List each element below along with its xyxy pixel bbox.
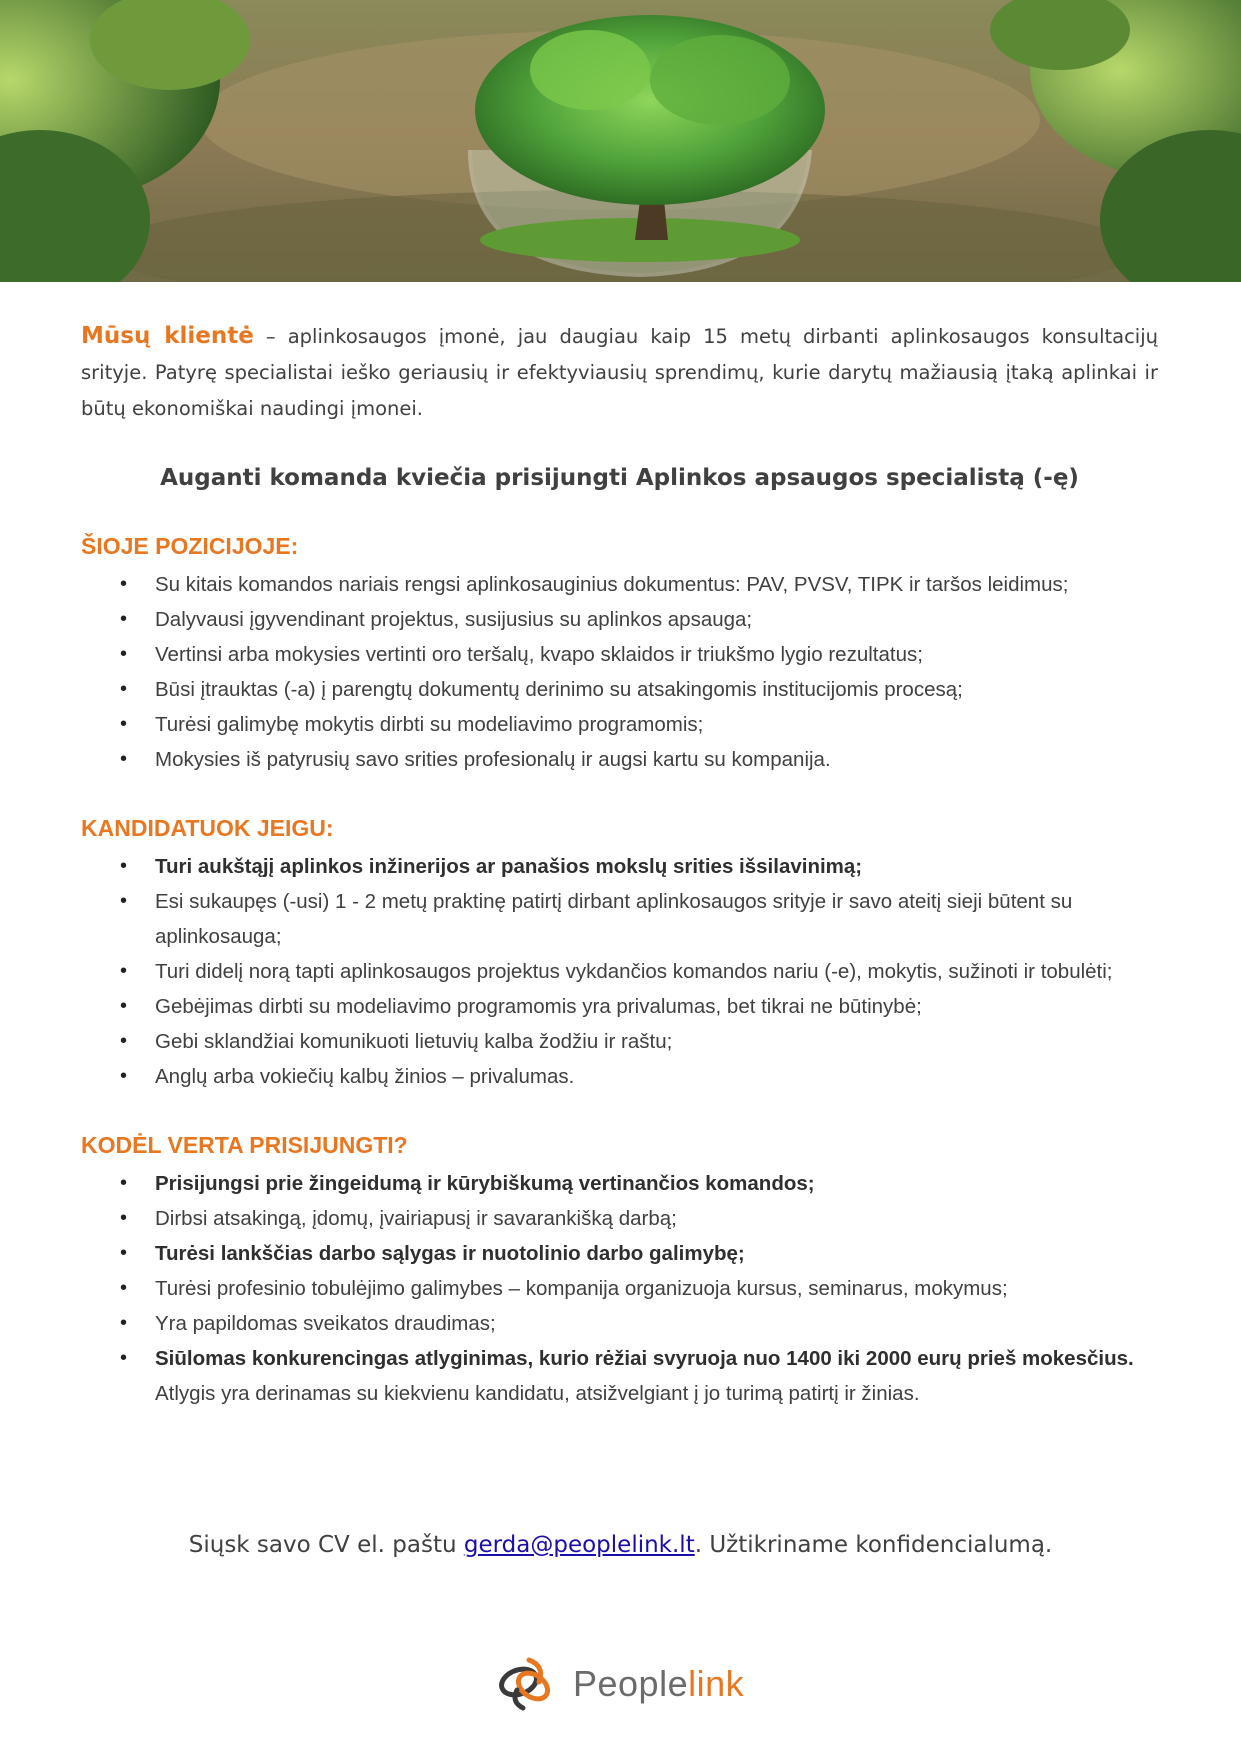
list-item: • Turėsi galimybę mokytis dirbti su modeliavimo programomis; bbox=[81, 707, 1158, 742]
bullet-icon: • bbox=[120, 678, 128, 700]
bullet-icon: • bbox=[120, 890, 128, 912]
intro-paragraph bbox=[81, 318, 1158, 427]
list-item: • Gebi sklandžiai komunikuoti lietuvių kalba žodžiu ir raštu; bbox=[81, 1024, 1158, 1059]
bullet-icon: • bbox=[120, 1030, 128, 1052]
list-item: • Gebėjimas dirbti su modeliavimo programomis yra privalumas, bet tikrai ne būtinybė; bbox=[81, 989, 1158, 1024]
bullet-icon: • bbox=[120, 1312, 128, 1334]
list-item: • Mokysies iš patyrusių savo srities profesionalų ir augsi kartu su kompanija. bbox=[81, 742, 1158, 777]
section-title-position: ŠIOJE POZICIJOJE: bbox=[81, 533, 299, 559]
list-item: • Su kitais komandos nariais rengsi aplinkosauginius dokumentus: PAV, PVSV, TIPK ir taršos leidimus; bbox=[81, 567, 1158, 602]
bullet-icon: • bbox=[120, 1277, 128, 1299]
list-item: • Turėsi lankščias darbo sąlygas ir nuotolinio darbo galimybę; bbox=[81, 1236, 1158, 1271]
bullet-icon: • bbox=[120, 608, 128, 630]
cv-instruction: Siųsk savo CV el. paštu gerda@peoplelink.lt. Užtikriname konfidencialumą. bbox=[188, 1532, 1053, 1558]
bullet-icon: • bbox=[120, 713, 128, 735]
list-item: • Siūlomas konkurencingas atlyginimas, kurio rėžiai svyruoja nuo 1400 iki 2000 eurų prieš mokesčius. Atlygis yra derinamas su kiekvienu kandidatu, atsižvelgiant į jo turimą patirtį ir žinias. bbox=[81, 1341, 1158, 1411]
list-item: • Esi sukaupęs (-usi) 1 - 2 metų praktinę patirtį dirbant aplinkosaugos srityje ir savo ateitį sieji būtent su aplinkosauga; bbox=[81, 884, 1158, 954]
bullet-icon: • bbox=[120, 643, 128, 665]
bullet-icon: • bbox=[120, 748, 128, 770]
bullet-icon: • bbox=[120, 1242, 128, 1264]
job-headline: Auganti komanda kviečia prisijungti Aplinkos apsaugos specialistą (-ę) bbox=[160, 465, 1079, 491]
intro-text: – aplinkosaugos įmonė, jau daugiau kaip 15 metų dirbanti aplinkosaugos konsultacijų srityje. Patyrę specialistai ieško geriausių ir efektyviausių sprendimų, kurie darytų mažiausią įtaką aplinkai ir būtų ekonomiškai naudingi įmonei. bbox=[81, 325, 1158, 420]
bullet-icon: • bbox=[120, 855, 128, 877]
peoplelink-logo-icon bbox=[495, 1652, 559, 1716]
list-item: • Yra papildomas sveikatos draudimas; bbox=[81, 1306, 1158, 1341]
list-item: • Turi aukštąjį aplinkos inžinerijos ar panašios mokslų srities išsilavinimą; bbox=[81, 849, 1158, 884]
bullet-icon: • bbox=[120, 573, 128, 595]
list-item: • Turėsi profesinio tobulėjimo galimybes – kompanija organizuoja kursus, seminarus, mokymus; bbox=[81, 1271, 1158, 1306]
bullet-icon: • bbox=[120, 1347, 128, 1369]
bullet-icon: • bbox=[120, 960, 128, 982]
bullet-icon: • bbox=[120, 1172, 128, 1194]
bullet-icon: • bbox=[120, 1207, 128, 1229]
list-item: • Dalyvausi įgyvendinant projektus, susijusius su aplinkos apsauga; bbox=[81, 602, 1158, 637]
section-title-why: KODĖL VERTA PRISIJUNGTI? bbox=[81, 1132, 408, 1158]
list-item: • Būsi įtrauktas (-a) į parengtų dokumentų derinimo su atsakingomis institucijomis procesą; bbox=[81, 672, 1158, 707]
list-item: • Turi didelį norą tapti aplinkosaugos projektus vykdančios komandos nariu (-e), mokytis, sužinoti ir tobulėti; bbox=[81, 954, 1158, 989]
bullet-icon: • bbox=[120, 995, 128, 1017]
list-item: • Prisijungsi prie žingeidumą ir kūrybiškumą vertinančios komandos; bbox=[81, 1166, 1158, 1201]
peoplelink-logo bbox=[495, 1652, 744, 1716]
intro-lead: Mūsų klientė bbox=[81, 323, 254, 349]
why-list bbox=[81, 1166, 1158, 1411]
list-item: • Vertinsi arba mokysies vertinti oro teršalų, kvapo sklaidos ir triukšmo lygio rezultatus; bbox=[81, 637, 1158, 672]
hero-image bbox=[0, 0, 1241, 282]
section-title-apply: KANDIDATUOK JEIGU: bbox=[81, 815, 334, 841]
brand-wordmark: Peoplelink bbox=[573, 1663, 745, 1704]
list-item: • Anglų arba vokiečių kalbų žinios – privalumas. bbox=[81, 1059, 1158, 1094]
position-list bbox=[81, 567, 1158, 777]
list-item: • Dirbsi atsakingą, įdomų, įvairiapusį ir savarankišką darbą; bbox=[81, 1201, 1158, 1236]
email-link[interactable]: gerda@peoplelink.lt bbox=[463, 1532, 695, 1558]
bullet-icon: • bbox=[120, 1065, 128, 1087]
document-body bbox=[81, 318, 1158, 1411]
apply-list bbox=[81, 849, 1158, 1094]
